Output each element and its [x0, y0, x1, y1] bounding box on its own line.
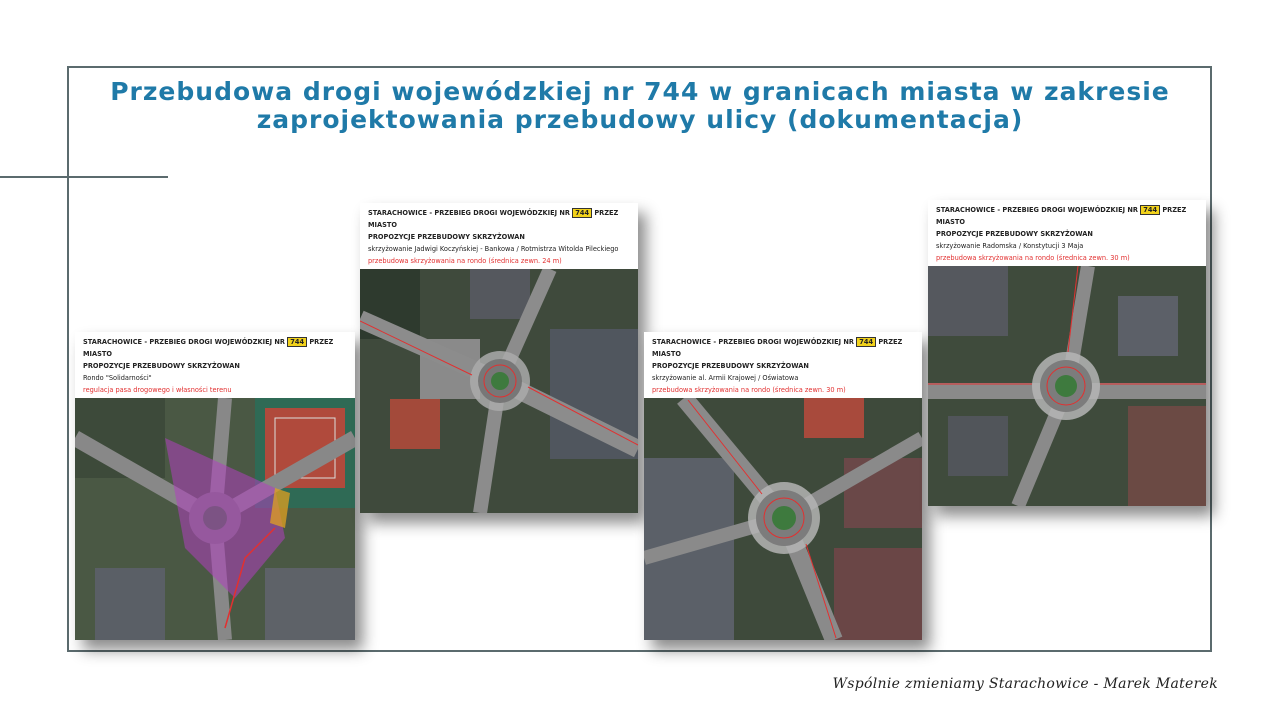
- title-line-1: Przebudowa drogi wojewódzkiej nr 744 w granicach miasta w zakresie: [110, 77, 1170, 106]
- header-text: STARACHOWICE - PRZEBIEG DROGI WOJEWÓDZKIEJ NR: [936, 206, 1138, 214]
- header-text-end: PRZEZ MIASTO: [368, 209, 619, 229]
- card-subtitle: PROPOZYCJE PRZEBUDOWY SKRZYŻOWAN: [83, 362, 240, 370]
- card-subtitle: PROPOZYCJE PRZEBUDOWY SKRZYŻOWAN: [368, 233, 525, 241]
- card-note: przebudowa skrzyżowania na rondo (średnica zewn. 30 m): [652, 386, 846, 394]
- road-number-badge: 744: [856, 337, 876, 347]
- header-text-end: PRZEZ MIASTO: [652, 338, 903, 358]
- card-header: [360, 203, 638, 271]
- card-radomska-konstytucji: [928, 200, 1206, 506]
- road-number-badge: 744: [572, 208, 592, 218]
- header-text: STARACHOWICE - PRZEBIEG DROGI WOJEWÓDZKIEJ NR: [368, 209, 570, 217]
- card-subtitle: PROPOZYCJE PRZEBUDOWY SKRZYŻOWAN: [652, 362, 809, 370]
- card-location: Rondo "Solidarności": [83, 374, 152, 382]
- card-note: przebudowa skrzyżowania na rondo (średnica zewn. 30 m): [936, 254, 1130, 262]
- road-number-badge: 744: [287, 337, 307, 347]
- aerial-map: [360, 269, 638, 513]
- card-rondo-solidarnosci: [75, 332, 355, 640]
- card-header: [644, 332, 922, 400]
- card-note: przebudowa skrzyżowania na rondo (średnica zewn. 24 m): [368, 257, 562, 265]
- card-header: [75, 332, 355, 400]
- card-location: skrzyżowanie Jadwigi Koczyńskiej - Bankowa / Rotmistrza Witolda Pileckiego: [368, 245, 619, 253]
- aerial-map: [644, 398, 922, 640]
- header-text: STARACHOWICE - PRZEBIEG DROGI WOJEWÓDZKIEJ NR: [83, 338, 285, 346]
- card-armii-krajowej-oswiatowa: [644, 332, 922, 640]
- card-location: skrzyżowanie al. Armii Krajowej / Oświatowa: [652, 374, 799, 382]
- card-note: regulacja pasa drogowego i własności terenu: [83, 386, 232, 394]
- footer-signature: Wspólnie zmieniamy Starachowice - Marek Materek: [832, 676, 1218, 692]
- aerial-map: [928, 266, 1206, 506]
- road-number-badge: 744: [1140, 205, 1160, 215]
- title-line-2: zaprojektowania przebudowy ulicy (dokumentacja): [256, 105, 1024, 134]
- header-text-end: PRZEZ MIASTO: [83, 338, 334, 358]
- header-text-end: PRZEZ MIASTO: [936, 206, 1187, 226]
- header-text: STARACHOWICE - PRZEBIEG DROGI WOJEWÓDZKIEJ NR: [652, 338, 854, 346]
- decor-line: [0, 176, 168, 178]
- card-location: skrzyżowanie Radomska / Konstytucji 3 Maja: [936, 242, 1084, 250]
- card-bankowa-pileckiego: [360, 203, 638, 513]
- aerial-map: [75, 398, 355, 640]
- slide-title: [90, 78, 1190, 134]
- card-subtitle: PROPOZYCJE PRZEBUDOWY SKRZYŻOWAN: [936, 230, 1093, 238]
